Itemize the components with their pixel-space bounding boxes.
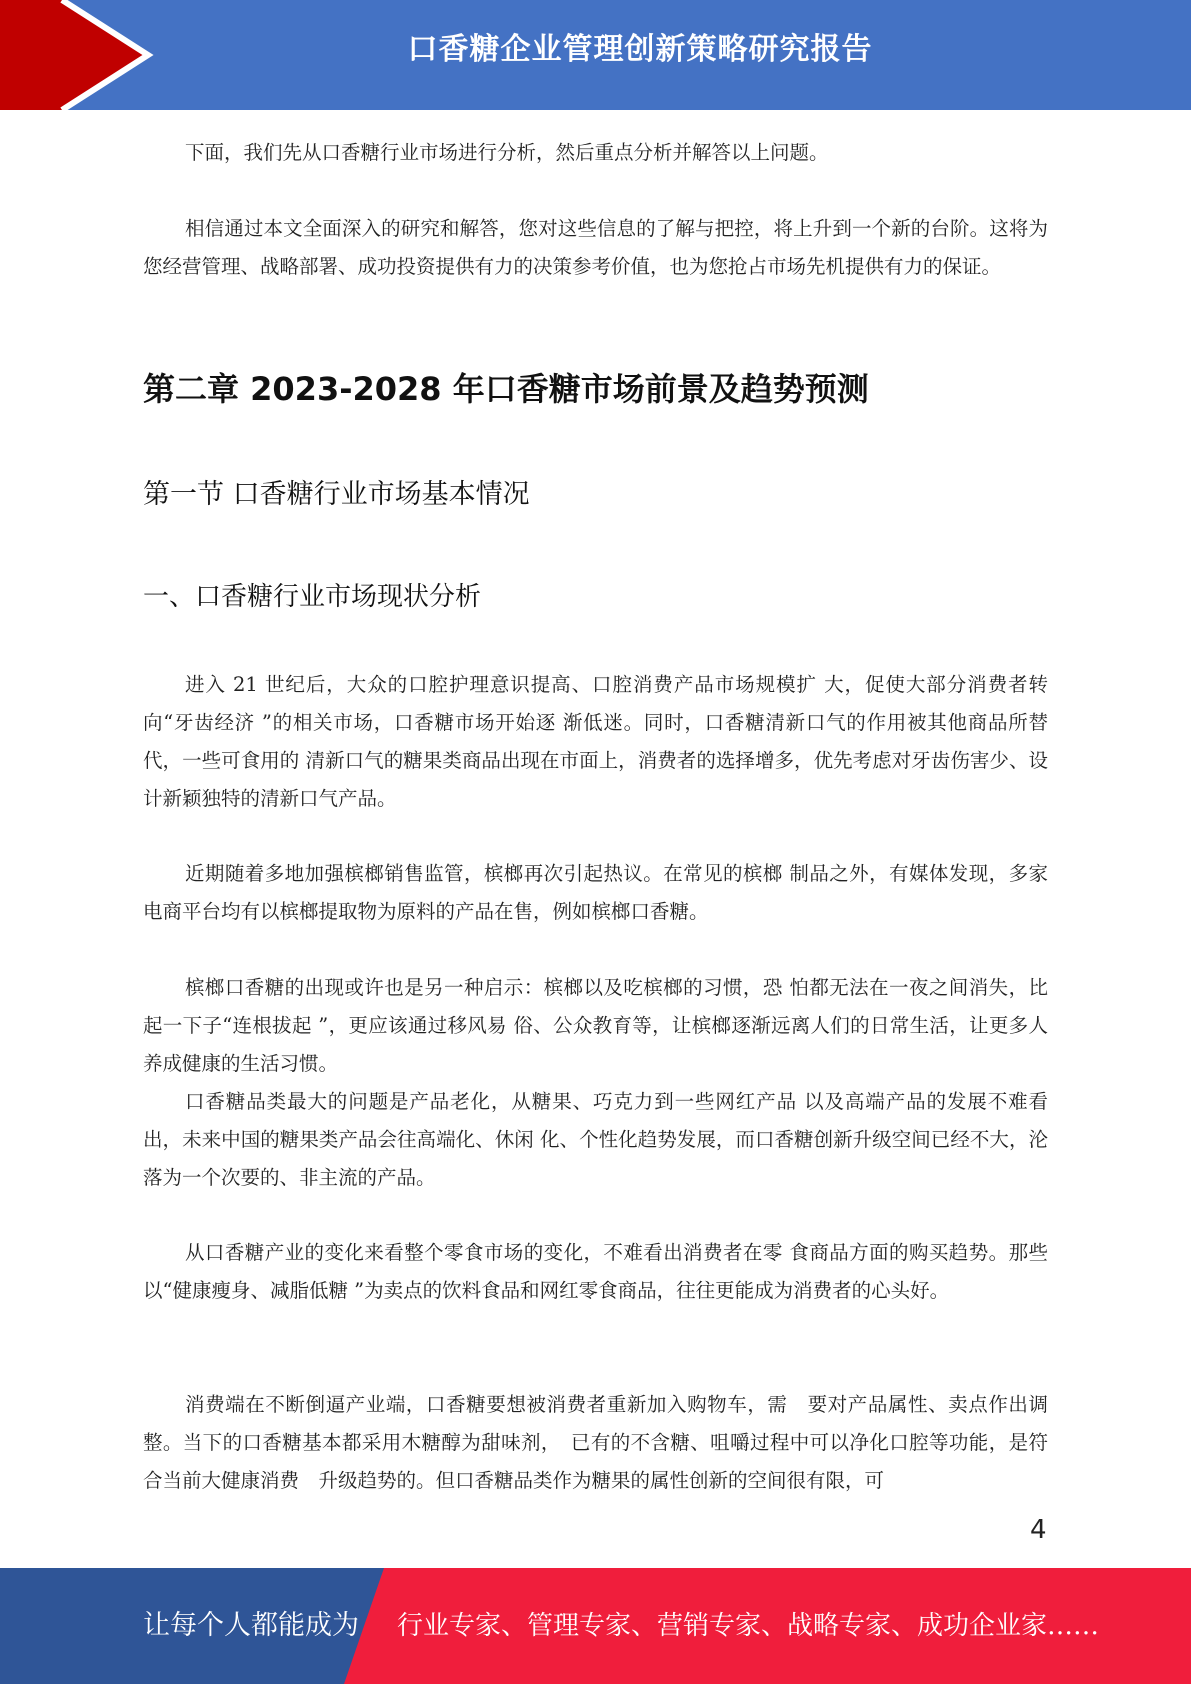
subsection-title: 一、口香糖行业市场现状分析 (143, 582, 482, 612)
section-title: 第一节 口香糖行业市场基本情况 (143, 479, 530, 510)
page-footer (0, 1568, 1191, 1684)
paragraph-snack-trend: 从口香糖产业的变化来看整个零食市场的变化，不难看出消费者在零 食商品方面的购买趋势。那些以“健康瘦身、减脂低糖 ”为卖点的饮料食品和网红零食商品，往往更能成为消费者的心头好。 (143, 1241, 1048, 1302)
paragraph-market-status: 进入 21 世纪后，大众的口腔护理意识提高、口腔消费产品市场规模扩 大，促使大部分消费者转向“牙齿经济 ”的相关市场，口香糖市场开始逐 渐低迷。同时，口香糖清新口气的作用被其他商品所替代，一些可食用的 清新口气的糖果类商品出现在市面上，消费者的选择增多，优先考虑对牙齿伤害少、设计新颖独特的清新口气产品。 (143, 673, 1048, 810)
footer-slogan-right: 行业专家、管理专家、营销专家、战略专家、成功企业家…… (397, 1611, 1100, 1641)
report-title: 口香糖企业管理创新策略研究报告 (407, 32, 873, 67)
intro-paragraph-1: 下面，我们先从口香糖行业市场进行分析，然后重点分析并解答以上问题。 (185, 141, 829, 164)
chapter-title: 第二章 2023-2028 年口香糖市场前景及趋势预测 (143, 370, 869, 408)
paragraph-product-aging: 口香糖品类最大的问题是产品老化，从糖果、巧克力到一些网红产品 以及高端产品的发展不难看出，未来中国的糖果类产品会往高端化、休闲 化、个性化趋势发展，而口香糖创新升级空间已经不大，沦落为一个次要的、非主流的产品。 (143, 1090, 1048, 1189)
paragraph-consumer-demand: 消费端在不断倒逼产业端，口香糖要想被消费者重新加入购物车，需 要对产品属性、卖点作出调整。当下的口香糖基本都采用木糖醇为甜味剂， 已有的不含糖、咀嚼过程中可以净化口腔等功能，是符合当前大健康消费 升级趋势的。但口香糖品类作为糖果的属性创新的空间很有限，可 (143, 1393, 1048, 1492)
paragraph-betel-regulation: 近期随着多地加强槟榔销售监管，槟榔再次引起热议。在常见的槟榔 制品之外，有媒体发现，多家电商平台均有以槟榔提取物为原料的产品在售，例如槟榔口香糖。 (143, 862, 1048, 923)
footer-slogan-left: 让每个人都能成为 (143, 1610, 359, 1641)
paragraph-betel-gum: 槟榔口香糖的出现或许也是另一种启示：槟榔以及吃槟榔的习惯，恐 怕都无法在一夜之间消失，比起一下子“连根拔起 ”，更应该通过移风易 俗、公众教育等，让槟榔逐渐远离人们的日常生活，让更多人养成健康的生活习惯。 (143, 976, 1048, 1075)
page-header (0, 0, 1191, 110)
intro-paragraph-2: 相信通过本文全面深入的研究和解答，您对这些信息的了解与把控，将上升到一个新的台阶。这将为您经营管理、战略部署、成功投资提供有力的决策参考价值，也为您抢占市场先机提供有力的保证。 (143, 217, 1048, 278)
page-number: 4 (1030, 1515, 1047, 1545)
